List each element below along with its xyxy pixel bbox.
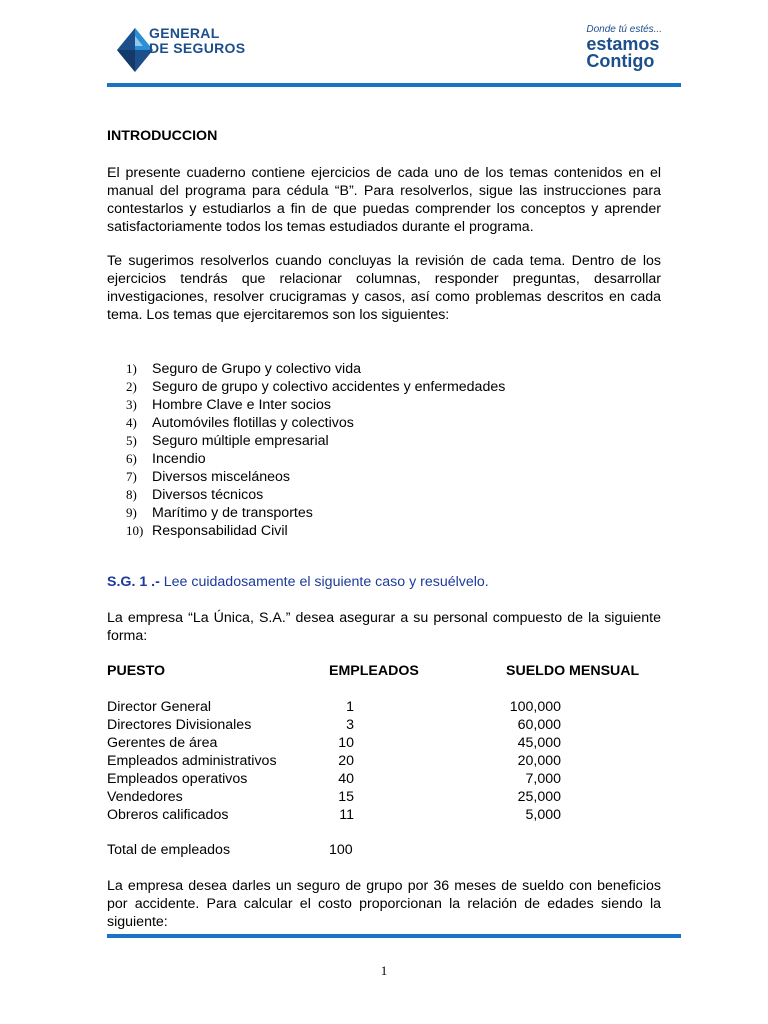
list-item <box>126 468 505 486</box>
cell-empleados: 11 <box>339 807 354 823</box>
topic-list <box>126 360 505 540</box>
list-item <box>126 414 505 432</box>
list-item-label: Automóviles flotillas y colectivos <box>152 415 354 431</box>
header-rule <box>107 83 681 87</box>
list-item-number: 8) <box>126 487 137 502</box>
cell-sueldo: 5,000 <box>525 807 561 823</box>
list-item-label: Incendio <box>152 451 206 467</box>
header-puesto: PUESTO <box>107 663 166 679</box>
list-item-number: 5) <box>126 433 137 448</box>
list-item <box>126 360 505 378</box>
total-value: 100 <box>329 842 353 858</box>
list-item-label: Marítimo y de transportes <box>152 505 313 521</box>
page-title: INTRODUCCION <box>107 128 218 144</box>
cell-sueldo: 7,000 <box>525 771 561 787</box>
logo-line2: DE SEGUROS <box>149 40 246 56</box>
cell-empleados: 40 <box>338 771 354 787</box>
company-logo <box>115 26 255 74</box>
list-item-number: 7) <box>126 469 137 484</box>
list-item-number: 2) <box>126 379 137 394</box>
list-item <box>126 432 505 450</box>
cell-empleados: 10 <box>338 735 354 751</box>
list-item <box>126 504 505 522</box>
list-item-number: 4) <box>126 415 137 430</box>
footer-rule <box>107 934 681 938</box>
exercise-heading <box>107 574 489 590</box>
cell-empleados: 1 <box>346 699 354 715</box>
intro-paragraph-2: Te sugerimos resolverlos cuando concluyas la revisión de cada tema. Dentro de los ejercicios tendrás que relacionar columnas, responder preguntas, desarrollar investigaciones, resolver crucigramas y casos, así como problemas descritos en cada tema. Los temas que ejercitaremos son los siguientes: <box>107 253 661 323</box>
header-sueldo: SUELDO MENSUAL <box>506 663 640 679</box>
list-item <box>126 396 505 414</box>
cell-empleados: 20 <box>338 753 354 769</box>
total-label: Total de empleados <box>107 842 231 858</box>
cell-puesto: Empleados administrativos <box>107 753 277 769</box>
list-item-label: Seguro de grupo y colectivo accidentes y enfermedades <box>152 379 506 395</box>
list-item-number: 10) <box>126 523 144 538</box>
header-empleados: EMPLEADOS <box>329 663 419 679</box>
slogan-line2: Contigo <box>586 51 655 71</box>
cell-puesto: Empleados operativos <box>107 771 248 787</box>
list-item <box>126 486 505 504</box>
cell-sueldo: 20,000 <box>517 753 561 769</box>
cell-puesto: Director General <box>107 699 212 715</box>
list-item <box>126 522 505 540</box>
cell-puesto: Directores Divisionales <box>107 717 252 733</box>
list-item-number: 6) <box>126 451 137 466</box>
list-item-number: 3) <box>126 397 137 412</box>
list-item-label: Hombre Clave e Inter socios <box>152 397 331 413</box>
list-item-number: 9) <box>126 505 137 520</box>
logo-text <box>149 26 245 56</box>
exercise-intro: La empresa “La Única, S.A.” desea asegurar a su personal compuesto de la siguiente forma: <box>107 610 661 644</box>
list-item-label: Seguro múltiple empresarial <box>152 433 329 449</box>
logo-line1: GENERAL <box>149 25 220 41</box>
page-number: 1 <box>380 963 388 978</box>
cell-sueldo: 100,000 <box>509 699 561 715</box>
cell-empleados: 3 <box>346 717 354 733</box>
cell-puesto: Obreros calificados <box>107 807 229 823</box>
list-item <box>126 378 505 396</box>
slogan-small: Donde tú estés... <box>586 24 662 35</box>
list-item-label: Diversos misceláneos <box>152 469 290 485</box>
cell-sueldo: 45,000 <box>517 735 561 751</box>
slogan <box>586 24 662 70</box>
exercise-instruction: Lee cuidadosamente el siguiente caso y resuélvelo. <box>163 574 489 590</box>
cell-puesto: Gerentes de área <box>107 735 218 751</box>
cell-puesto: Vendedores <box>107 789 183 805</box>
cell-sueldo: 25,000 <box>517 789 561 805</box>
intro-paragraph-1: El presente cuaderno contiene ejercicios de cada uno de los temas contenidos en el manual del programa para cédula “B”. Para resolverlos, sigue las instrucciones para contestarlos y estudiarlos a fin de que puedas comprender los conceptos y aprender satisfactoriamente todos los temas estudiados durante el programa. <box>107 165 661 235</box>
closing-paragraph: La empresa desea darles un seguro de grupo por 36 meses de sueldo con beneficios por accidente. Para calcular el costo proporcionan la relación de edades siendo la siguiente: <box>107 878 661 930</box>
list-item-number: 1) <box>126 361 137 376</box>
exercise-code: S.G. 1 .- <box>107 574 160 590</box>
cell-sueldo: 60,000 <box>517 717 561 733</box>
list-item-label: Diversos técnicos <box>152 487 264 503</box>
list-item-label: Responsabilidad Civil <box>152 523 288 539</box>
list-item <box>126 450 505 468</box>
cell-empleados: 15 <box>338 789 354 805</box>
list-item-label: Seguro de Grupo y colectivo vida <box>152 361 361 377</box>
slogan-line1: estamos <box>586 34 660 54</box>
